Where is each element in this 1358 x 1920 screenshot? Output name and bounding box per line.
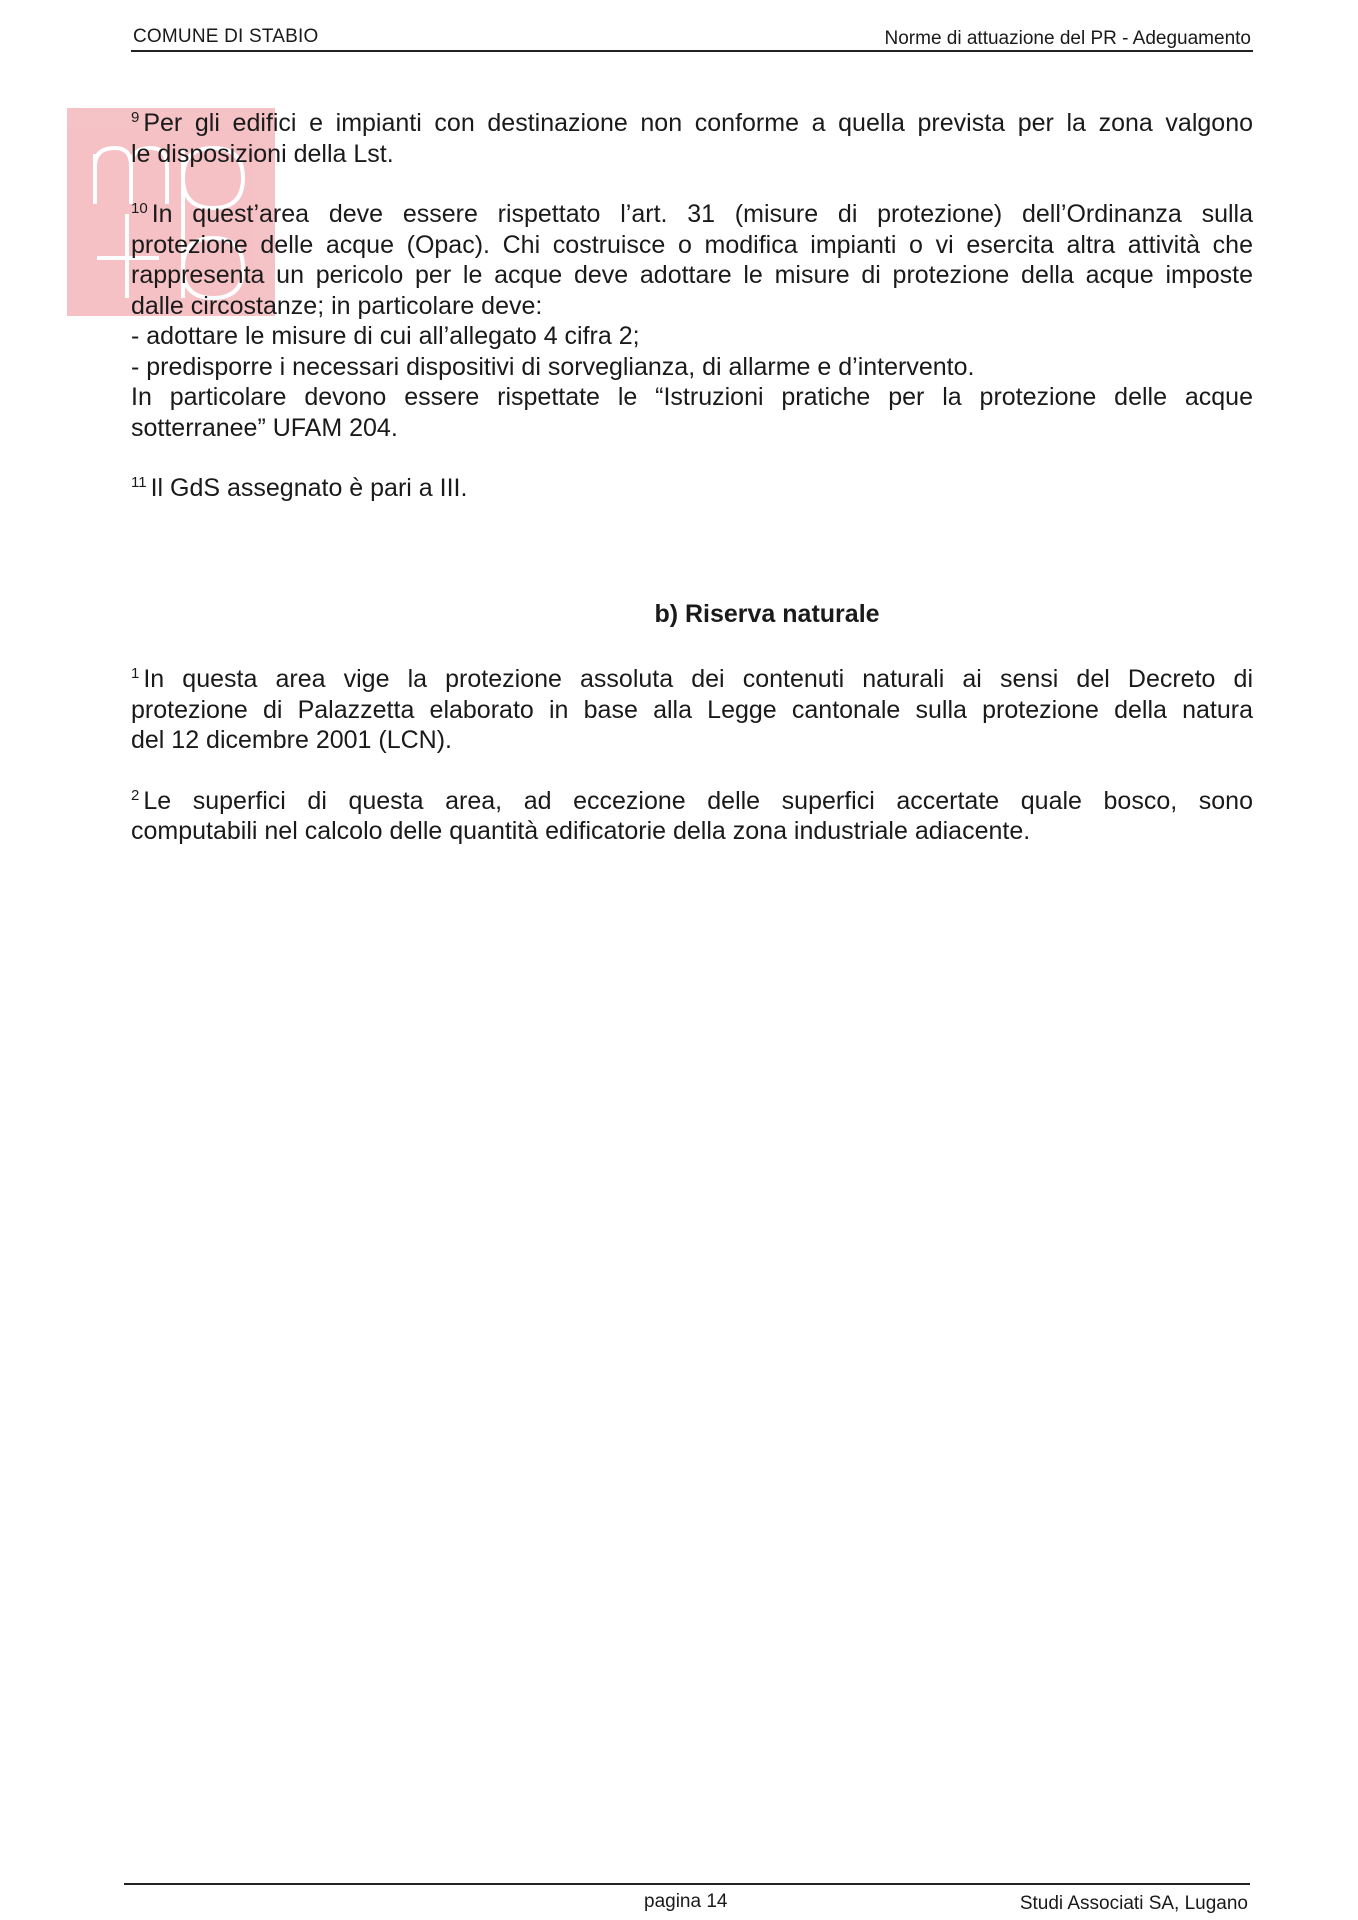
paragraph-line: computabili nel calcolo delle quantità edificatorie della zona industriale adiacente. [131, 817, 1031, 845]
paragraph-number: 10 [131, 200, 148, 217]
footer-company: Studi Associati SA, Lugano [1019, 1893, 1248, 1914]
paragraph-9 [131, 108, 1253, 169]
paragraph-number: 9 [131, 109, 140, 126]
paragraph-number: 1 [131, 665, 140, 682]
section-a-body [131, 108, 1253, 534]
page-footer [124, 1883, 1250, 1915]
section-b-body [131, 664, 1253, 877]
paragraph-line: protezione delle acque (Opac). Chi costruisce o modifica impianti o vi esercita altra attività che [131, 230, 1253, 259]
paragraph-number: 11 [131, 474, 147, 491]
paragraph-number: 2 [131, 786, 140, 804]
paragraph-line: dalle circostanze; in particolare deve: [131, 291, 543, 320]
paragraph-line: In particolare devono essere rispettate le “Istruzioni pratiche per la protezione delle acque [131, 383, 1253, 411]
paragraph-line: sotterranee” UFAM 204. [131, 413, 398, 442]
paragraph-2 [131, 786, 1253, 847]
list-item: - adottare le misure di cui all’allegato 4 cifra 2; [131, 322, 640, 350]
paragraph-line: In questa area vige la protezione assoluta dei contenuti naturali ai sensi del Decreto di [143, 665, 1253, 693]
paragraph-line: Per gli edifici e impianti con destinazione non conforme a quella prevista per la zona valgono [143, 109, 1253, 137]
paragraph-line: le disposizioni della Lst. [131, 139, 394, 168]
paragraph-line: Il GdS assegnato è pari a III. [150, 474, 468, 502]
paragraph-line: del 12 dicembre 2001 (LCN). [131, 726, 452, 754]
paragraph-11 [131, 473, 1253, 504]
paragraph-line: Le superfici di questa area, ad eccezione delle superfici accertate quale bosco, sono [143, 786, 1253, 815]
list-item: - predisporre i necessari dispositivi di sorveglianza, di allarme e d’intervento. [131, 352, 975, 381]
paragraph-10 [131, 199, 1253, 443]
paragraph-1 [131, 664, 1253, 756]
page-number: pagina 14 [644, 1891, 728, 1912]
page-header [131, 24, 1253, 52]
paragraph-line: In quest’area deve essere rispettato l’art. 31 (misure di protezione) dell’Ordinanza sulla [151, 200, 1253, 228]
paragraph-line: protezione di Palazzetta elaborato in base alla Legge cantonale sulla protezione della natura [131, 695, 1253, 724]
paragraph-line: rappresenta un pericolo per le acque deve adottare le misure di protezione della acque imposte [131, 261, 1253, 289]
header-municipality: COMUNE DI STABIO [133, 26, 319, 47]
section-heading: b) Riserva naturale [654, 600, 880, 628]
header-document-title: Norme di attuazione del PR - Adeguamento [884, 28, 1251, 49]
